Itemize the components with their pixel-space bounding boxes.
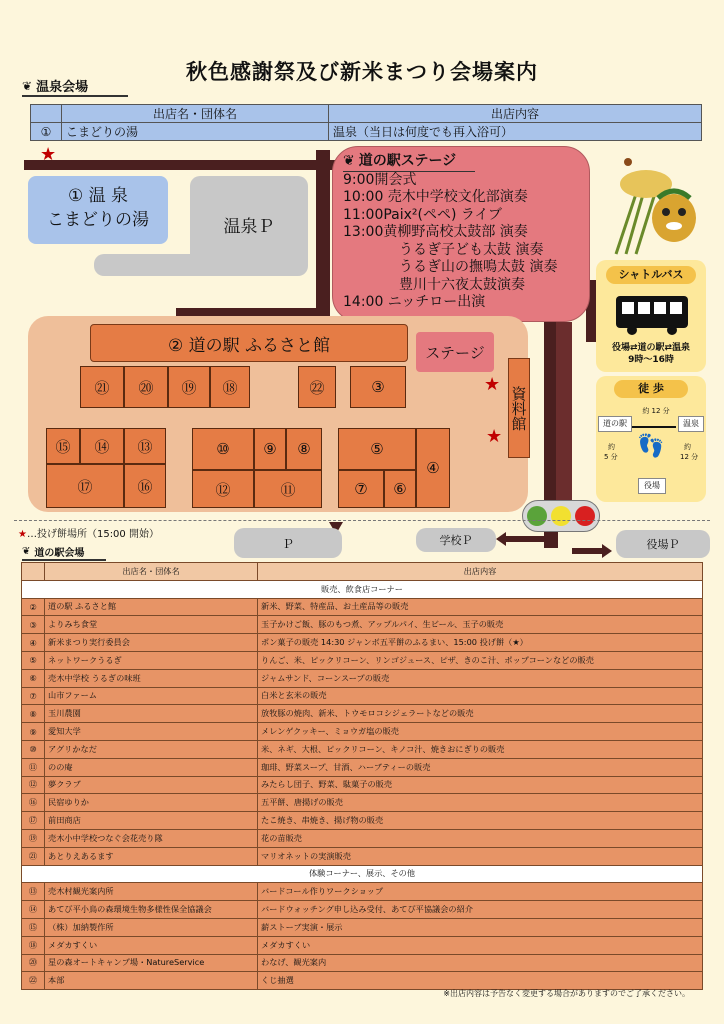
- booth-3[interactable]: ③: [350, 366, 406, 408]
- row-num: ④: [22, 634, 45, 652]
- table-header: [22, 563, 703, 581]
- table-row: [22, 687, 703, 705]
- stage-schedule-item: 14:00 ニッチロー出演: [343, 294, 486, 310]
- table-row: [22, 740, 703, 758]
- table-row: [22, 918, 703, 936]
- table-row: [22, 651, 703, 669]
- row-content: 新米、野菜、特産品、お土産品等の販売: [258, 598, 703, 616]
- row-num: ㉑: [22, 847, 45, 865]
- row-num: ⑲: [22, 829, 45, 847]
- onsen-box-title: ① 温 泉: [67, 186, 129, 206]
- row-content: バードウォッチング申し込み受付、あてび平協議会の紹介: [258, 901, 703, 919]
- star-marker: ★: [40, 144, 57, 165]
- table-row: [22, 901, 703, 919]
- star-icon: ★: [18, 529, 27, 540]
- green-light-icon: [527, 506, 547, 526]
- row-content: バードコール作りワークショップ: [258, 883, 703, 901]
- category-sales: 販売、飲食店コーナー: [22, 580, 703, 598]
- table-row: [22, 776, 703, 794]
- row-num: ⑧: [22, 705, 45, 723]
- mascot-illustration: [606, 154, 702, 258]
- row-content: ジャムサンド、コーンスープの販売: [258, 669, 703, 687]
- row-num: ⑳: [22, 954, 45, 972]
- row-content: メダカすくい: [258, 936, 703, 954]
- stage-schedule-item: 13:00黄柳野高校太鼓部 演奏: [343, 224, 528, 240]
- star-legend: [18, 525, 159, 540]
- road: [24, 160, 344, 170]
- booth-13[interactable]: ⑬: [124, 428, 166, 464]
- shiryokan[interactable]: 資料館: [508, 358, 530, 458]
- row-num: ⑯: [22, 794, 45, 812]
- walk-time-top: 約 12 分: [642, 407, 670, 415]
- booth-18[interactable]: ⑱: [210, 366, 250, 408]
- booth-15[interactable]: ⑮: [46, 428, 80, 464]
- table-row: [22, 723, 703, 741]
- row-name: （株）加納製作所: [45, 918, 258, 936]
- row-name: 売木村観光案内所: [45, 883, 258, 901]
- row-num: ⑪: [22, 758, 45, 776]
- row-content: メレンゲクッキー、ミョウガ塩の販売: [258, 723, 703, 741]
- shuttle-card: [596, 260, 706, 372]
- stage-schedule-item: 9:00開会式: [343, 171, 417, 188]
- onsen-section-heading: [22, 76, 128, 97]
- michinoeki-section-heading: [22, 544, 106, 561]
- booth-7[interactable]: ⑦: [338, 470, 384, 508]
- booth-21[interactable]: ㉑: [80, 366, 124, 408]
- leaf-icon: ❦: [22, 546, 31, 557]
- row-name: こまどりの湯: [62, 123, 329, 141]
- table-row: [22, 847, 703, 865]
- row-num: ⑩: [22, 740, 45, 758]
- divider: [14, 520, 710, 521]
- table-row: [22, 883, 703, 901]
- row-content: 玉子かけご飯、豚のもつ煮、アップルパイ、生ビール、玉子の販売: [258, 616, 703, 634]
- mascot-icon: [606, 154, 702, 258]
- booth-10[interactable]: ⑩: [192, 428, 254, 470]
- stage[interactable]: ステージ: [416, 332, 494, 372]
- row-num: ⑨: [22, 723, 45, 741]
- road: [556, 322, 572, 508]
- booth-19[interactable]: ⑲: [168, 366, 210, 408]
- col-header-content: 出店内容: [258, 563, 703, 581]
- booth-4[interactable]: ④: [416, 428, 450, 508]
- walk-label: 徒 歩: [614, 380, 688, 398]
- booth-11[interactable]: ⑪: [254, 470, 322, 508]
- row-content: 白米と玄米の販売: [258, 687, 703, 705]
- row-name: 売木小中学校つなぐ会花売り隊: [45, 829, 258, 847]
- table-row: [22, 616, 703, 634]
- onsen-box-subtitle: こまどりの湯: [47, 210, 149, 230]
- arrow-left-icon: [502, 536, 544, 542]
- row-content: 花の苗販売: [258, 829, 703, 847]
- onsen-heading-label: 温泉会場: [36, 80, 89, 95]
- venue-map: [0, 140, 724, 550]
- leaf-icon: ❦: [22, 78, 33, 93]
- booth-6[interactable]: ⑥: [384, 470, 416, 508]
- stage-schedule-heading: [343, 153, 475, 172]
- stage-schedule-list: [343, 172, 579, 312]
- footprints-icon: 👣: [637, 434, 665, 459]
- shuttle-route: 役場⇄道の駅⇄温泉: [611, 343, 691, 353]
- table-row: [22, 936, 703, 954]
- row-content: マリオネットの実演販売: [258, 847, 703, 865]
- col-header-name: 出店名・団体名: [62, 105, 329, 123]
- table-row: [22, 669, 703, 687]
- row-content: 薪ストーブ実演・展示: [258, 918, 703, 936]
- yellow-light-icon: [551, 506, 571, 526]
- stage-schedule-item: 11:00Paix²(ペペ) ライブ: [343, 206, 503, 223]
- stage-schedule-item: 豊川十六夜太鼓演奏: [399, 276, 525, 293]
- row-name: のの庵: [45, 758, 258, 776]
- footnote: ※出店内容は予告なく変更する場合がありますのでご了承ください。: [443, 989, 690, 998]
- row-name: 山市ファーム: [45, 687, 258, 705]
- walk-michinoeki: 道の駅: [598, 416, 632, 432]
- row-num: ③: [22, 616, 45, 634]
- arrow-both-icon: [632, 426, 676, 428]
- category-row: [22, 865, 703, 883]
- booth-20[interactable]: ⑳: [124, 366, 168, 408]
- booth-22[interactable]: ㉒: [298, 366, 336, 408]
- stage-schedule-item: うるぎ子ども太鼓 演奏: [399, 241, 544, 258]
- road: [316, 150, 330, 312]
- table-row: [22, 705, 703, 723]
- row-content: ポン菓子の販売 14:30 ジャンボ五平餅のふるまい、15:00 投げ餅（★）: [258, 634, 703, 652]
- row-name: 民宿ゆりか: [45, 794, 258, 812]
- walk-time-left-b: 5 分: [604, 453, 618, 461]
- booth-16[interactable]: ⑯: [124, 464, 166, 508]
- row-content: みたらし団子、野菜、駄菓子の販売: [258, 776, 703, 794]
- row-num: ⑤: [22, 651, 45, 669]
- row-name: あてび平小鳥の森環境生物多様性保全協議会: [45, 901, 258, 919]
- row-name: 新米まつり実行委員会: [45, 634, 258, 652]
- stage-schedule-title: 道の駅ステージ: [358, 153, 457, 169]
- table-row: [22, 794, 703, 812]
- row-num: ⑮: [22, 918, 45, 936]
- row-name: あとりえあるます: [45, 847, 258, 865]
- row-content: 温泉（当日は何度でも再入浴可）: [329, 123, 702, 141]
- arrow-right-icon: [572, 548, 602, 554]
- arrowhead: [602, 544, 612, 558]
- category-experience: 体験コーナー、展示、その他: [22, 865, 703, 883]
- col-header-num: [22, 563, 45, 581]
- row-name: ネットワークうるぎ: [45, 651, 258, 669]
- row-num: ⑱: [22, 936, 45, 954]
- row-content: わなげ、観光案内: [258, 954, 703, 972]
- row-content: りんご、米、ピックリコーン、リンゴジュース、ピザ、きのこ汁、ポップコーンなどの販売: [258, 651, 703, 669]
- row-name: 前田商店: [45, 812, 258, 830]
- row-name: 夢クラブ: [45, 776, 258, 794]
- row-name: よりみち食堂: [45, 616, 258, 634]
- row-content: 放牧豚の焼肉、新米、トウモロコシジェラートなどの販売: [258, 705, 703, 723]
- row-name: 道の駅 ふるさと館: [45, 598, 258, 616]
- table-row: [22, 758, 703, 776]
- walk-time-right-b: 12 分: [680, 453, 699, 461]
- booth-5[interactable]: ⑤: [338, 428, 416, 470]
- row-name: アグリかなだ: [45, 740, 258, 758]
- office-parking[interactable]: 役場Ｐ: [616, 530, 710, 558]
- table-row: [31, 123, 702, 141]
- walk-onsen: 温泉: [678, 416, 704, 432]
- walk-time-right-a: 約: [684, 443, 691, 451]
- onsen-box[interactable]: [28, 176, 168, 244]
- onsen-parking[interactable]: 温泉Ｐ: [190, 176, 308, 272]
- category-row: [22, 580, 703, 598]
- booth-9[interactable]: ⑨: [254, 428, 286, 470]
- shuttle-hours: 9時～16時: [628, 355, 674, 365]
- stage-schedule-item: うるぎ山の撫鳴太鼓 演奏: [399, 259, 558, 275]
- col-header-content: 出店内容: [329, 105, 702, 123]
- row-num: ⑬: [22, 883, 45, 901]
- row-num: ⑫: [22, 776, 45, 794]
- row-num: ⑰: [22, 812, 45, 830]
- red-light-icon: [575, 506, 595, 526]
- row-content: くじ抽選: [258, 972, 703, 990]
- walk-yakuba: 役場: [638, 478, 666, 494]
- walk-card: [596, 376, 706, 502]
- table-row: [22, 634, 703, 652]
- michinoeki-table: [21, 562, 703, 990]
- row-content: 珈琲、野菜スープ、甘酒、ハーブティーの販売: [258, 758, 703, 776]
- leaf-icon: ❦: [343, 153, 355, 169]
- row-name: 愛知大学: [45, 723, 258, 741]
- row-name: 本部: [45, 972, 258, 990]
- row-num: ②: [22, 598, 45, 616]
- star-marker: ★: [484, 374, 501, 395]
- row-name: 売木中学校 うるぎの味班: [45, 669, 258, 687]
- walk-time-left-a: 約: [608, 443, 615, 451]
- row-num: ①: [31, 123, 62, 141]
- booth-14[interactable]: ⑭: [80, 428, 124, 464]
- michinoeki-heading-label: 道の駅会場: [34, 548, 85, 559]
- onsen-table-header: [31, 105, 702, 123]
- row-num: ㉒: [22, 972, 45, 990]
- stage-schedule-item: 10:00 売木中学校文化部演奏: [343, 189, 528, 205]
- table-row: [22, 598, 703, 616]
- table-row: [22, 954, 703, 972]
- bus-icon: [614, 294, 690, 336]
- col-header-name: 出店名・団体名: [45, 563, 258, 581]
- row-content: 五平餅、唐揚げの販売: [258, 794, 703, 812]
- onsen-table: [30, 104, 702, 141]
- school-parking[interactable]: 学校Ｐ: [416, 528, 496, 552]
- arrowhead: [496, 532, 506, 546]
- page-title: 秋色感謝祭及び新米まつり会場案内: [186, 60, 538, 84]
- table-row: [22, 812, 703, 830]
- booth-12[interactable]: ⑫: [192, 470, 254, 508]
- table-row: [22, 829, 703, 847]
- row-content: たこ焼き、串焼き、揚げ物の販売: [258, 812, 703, 830]
- traffic-light: [522, 500, 600, 532]
- row-num: ⑦: [22, 687, 45, 705]
- row-name: 星の森オートキャンプ場・NatureService: [45, 954, 258, 972]
- star-legend-text: …投げ餅場所（15:00 開始）: [26, 529, 159, 540]
- row-num: ⑭: [22, 901, 45, 919]
- shuttle-label: シャトルバス: [606, 266, 696, 284]
- parking-extension: [94, 254, 308, 276]
- michinoeki-building[interactable]: ② 道の駅 ふるさと館: [90, 324, 408, 362]
- parking-lot[interactable]: Ｐ: [234, 528, 342, 558]
- row-num: ⑥: [22, 669, 45, 687]
- row-name: 玉川農園: [45, 705, 258, 723]
- row-content: 米、ネギ、大根、ピックリコーン、キノコ汁、焼きおにぎりの販売: [258, 740, 703, 758]
- star-marker: ★: [486, 426, 503, 447]
- stage-schedule-bubble: [332, 146, 590, 322]
- row-name: メダカすくい: [45, 936, 258, 954]
- table-row: [22, 972, 703, 990]
- booth-17[interactable]: ⑰: [46, 464, 124, 508]
- booth-8[interactable]: ⑧: [286, 428, 322, 470]
